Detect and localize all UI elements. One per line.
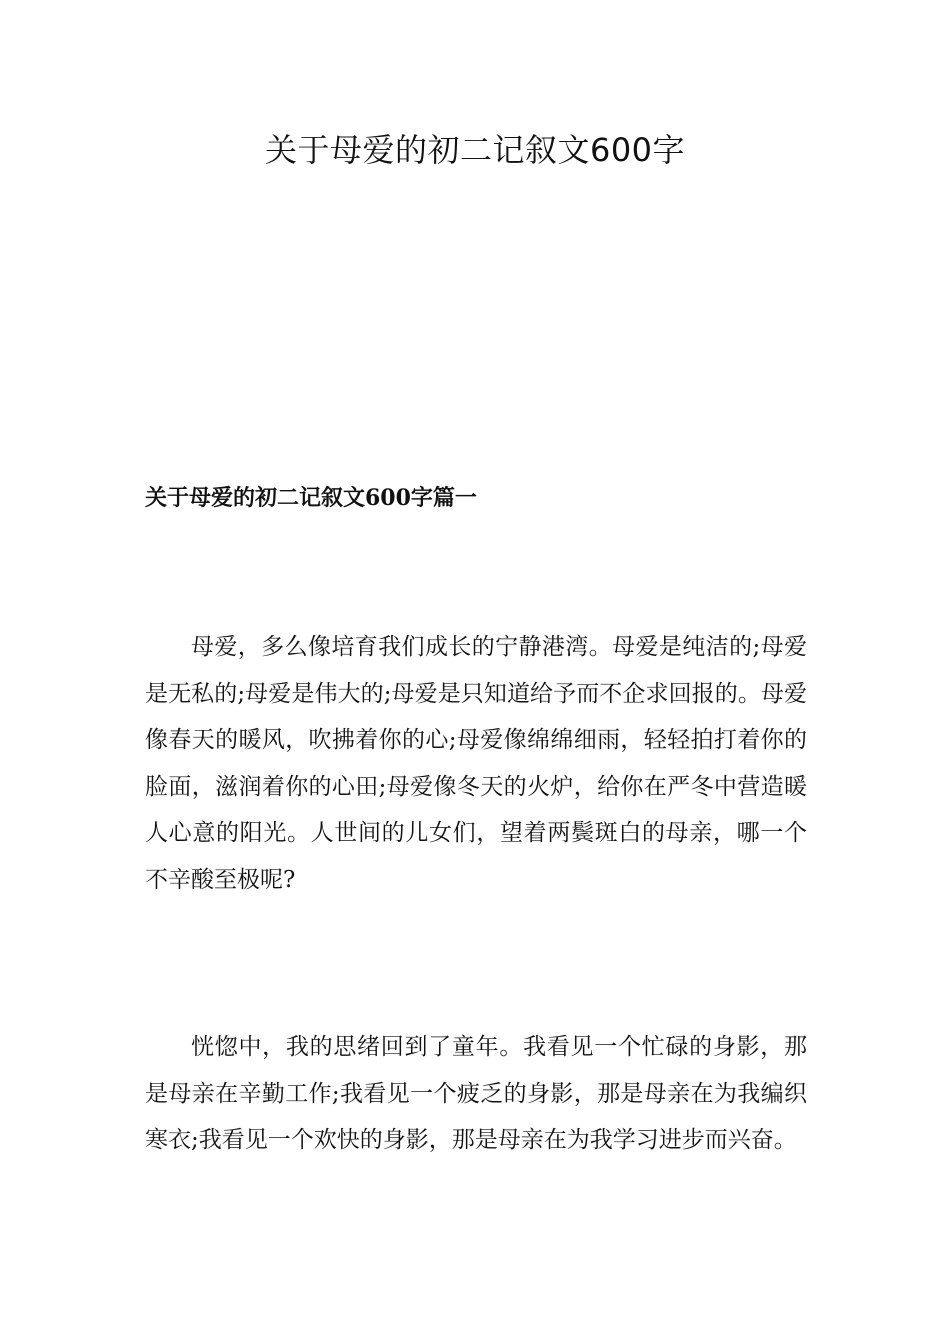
- section-heading: 关于母爱的初二记叙文600字篇一: [145, 485, 477, 511]
- paragraph-1: 母爱，多么像培育我们成长的宁静港湾。母爱是纯洁的;母爱是无私的;母爱是伟大的;母爱是只知道给予而不企求回报的。母爱像春天的暖风，吹拂着你的心;母爱像绵绵细雨，轻轻拍打着你的脸面，滋润着你的心田;母爱像冬天的火炉，给你在严冬中营造暖人心意的阳光。人世间的儿女们，望着两鬓斑白的母亲，哪一个不辛酸至极呢?: [145, 634, 807, 893]
- document-title: 关于母爱的初二记叙文600字: [264, 131, 686, 169]
- paragraph-2: 恍惚中，我的思绪回到了童年。我看见一个忙碌的身影，那是母亲在辛勤工作;我看见一个疲乏的身影，那是母亲在为我编织寒衣;我看见一个欢快的身影，那是母亲在为我学习进步而兴奋。: [145, 1034, 807, 1153]
